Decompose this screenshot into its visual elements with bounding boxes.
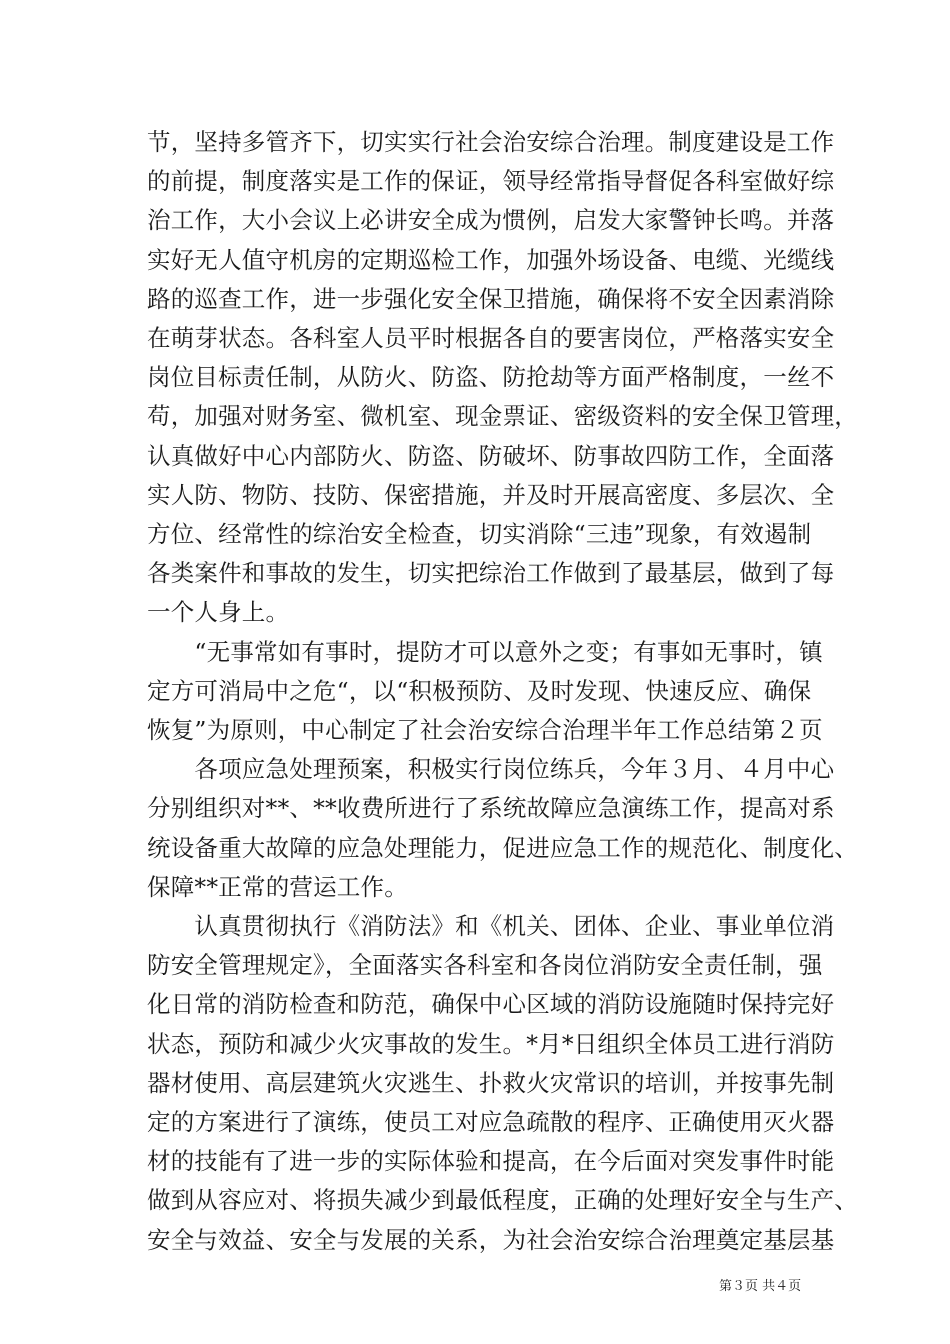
text-line: 认真贯彻执行《消防法》和《机关、团体、企业、事业单位消 (147, 912, 835, 940)
text-line: 统设备重大故障的应急处理能力，促进应急工作的规范化、制度化、 (147, 834, 858, 862)
text-line: 实好无人值守机房的定期巡检工作，加强外场设备、电缆、光缆线 (147, 246, 835, 274)
text-line: 化日常的消防检查和防范，确保中心区域的消防设施随时保持完好 (147, 990, 835, 1018)
text-line: “无事常如有事时，提防才可以意外之变；有事如无事时，镇 (147, 638, 823, 666)
text-line: 定方可消局中之危“，以“积极预防、及时发现、快速反应、确保 (147, 677, 812, 705)
text-line: 各类案件和事故的发生，切实把综治工作做到了最基层，做到了每 (147, 559, 835, 587)
text-line: 岗位目标责任制，从防火、防盗、防抢劫等方面严格制度，一丝不 (147, 363, 835, 391)
text-line: 方位、经常性的综治安全检查，切实消除“三违”现象，有效遏制 (147, 520, 812, 548)
text-line: 的前提，制度落实是工作的保证，领导经常指导督促各科室做好综 (147, 167, 835, 195)
text-line: 苟，加强对财务室、微机室、现金票证、密级资料的安全保卫管理， (147, 402, 858, 430)
text-line: 恢复”为原则，中心制定了社会治安综合治理半年工作总结第２页 (147, 716, 823, 744)
text-line: 保障**正常的营运工作。 (147, 873, 408, 901)
text-line: 在萌芽状态。各科室人员平时根据各自的要害岗位，严格落实安全 (147, 324, 835, 352)
text-line: 材的技能有了进一步的实际体验和提高，在今后面对突发事件时能 (147, 1147, 835, 1175)
text-line: 治工作，大小会议上必讲安全成为惯例，启发大家警钟长鸣。并落 (147, 206, 835, 234)
text-line: 节，坚持多管齐下，切实实行社会治安综合治理。制度建设是工作 (147, 128, 835, 156)
text-line: 各项应急处理预案，积极实行岗位练兵，今年３月、４月中心 (147, 755, 835, 783)
text-line: 一个人身上。 (147, 598, 290, 626)
text-line: 器材使用、高层建筑火灾逃生、扑救火灾常识的培训，并按事先制 (147, 1069, 835, 1097)
page-number-footer: 第３页 共４页 (719, 1279, 802, 1294)
text-line: 防安全管理规定》，全面落实各科室和各岗位消防安全责任制，强 (147, 951, 823, 979)
text-line: 实人防、物防、技防、保密措施，并及时开展高密度、多层次、全 (147, 481, 835, 509)
text-line: 安全与效益、安全与发展的关系，为社会治安综合治理奠定基层基 (147, 1226, 835, 1254)
text-line: 状态，预防和减少火灾事故的发生。*月*日组织全体员工进行消防 (147, 1030, 835, 1058)
text-line: 分别组织对**、**收费所进行了系统故障应急演练工作，提高对系 (147, 794, 835, 822)
text-line: 定的方案进行了演练，使员工对应急疏散的程序、正确使用灭火器 (147, 1108, 835, 1136)
text-line: 做到从容应对、将损失减少到最低程度，正确的处理好安全与生产、 (147, 1186, 858, 1214)
text-line: 认真做好中心内部防火、防盗、防破坏、防事故四防工作，全面落 (147, 442, 835, 470)
text-line: 路的巡查工作，进一步强化安全保卫措施，确保将不安全因素消除 (147, 285, 835, 313)
